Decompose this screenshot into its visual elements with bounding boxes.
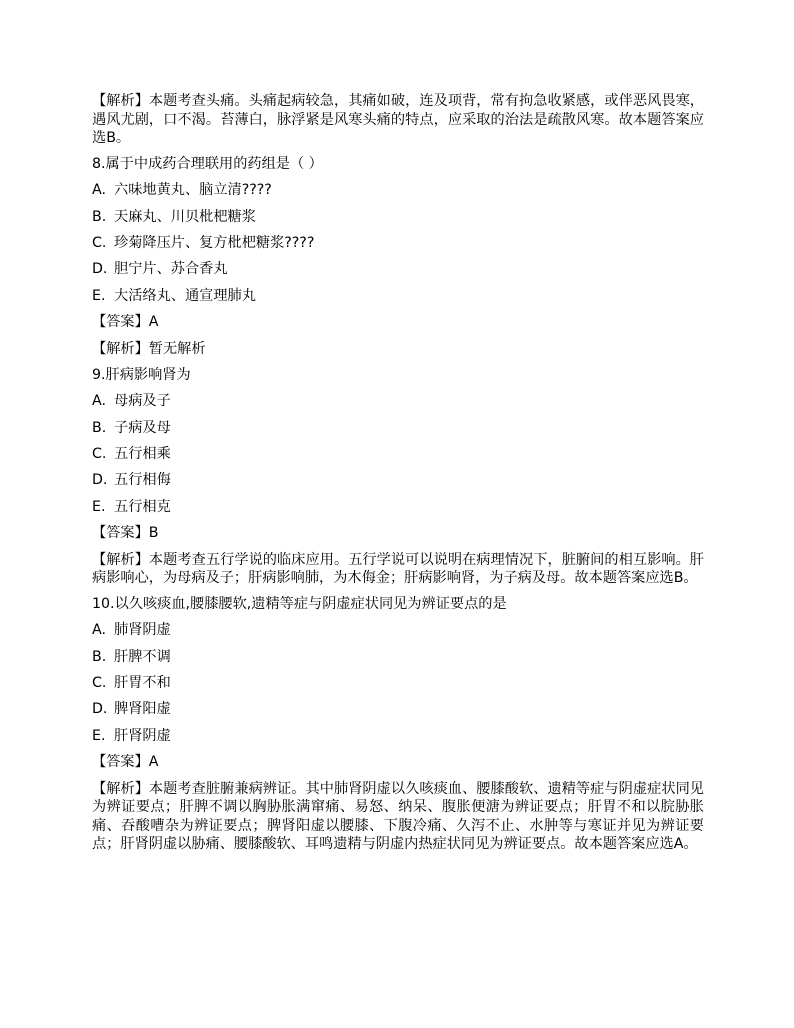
option-text: 肝胃不和 <box>114 675 171 691</box>
option-text: 五行相乘 <box>114 446 171 463</box>
option-letter: C. <box>92 234 107 251</box>
option-letter: C. <box>92 675 107 691</box>
answer-option <box>92 648 704 667</box>
answer-option <box>92 234 704 253</box>
answer-line: 【答案】B <box>92 525 159 542</box>
option-letter: E. <box>92 727 106 744</box>
option-text: 脾肾阳虚 <box>114 701 171 718</box>
document-content <box>92 92 704 861</box>
analysis-line: 【解析】暂无解析 <box>92 340 206 357</box>
answer-option <box>92 181 704 200</box>
option-letter: A. <box>92 182 106 199</box>
option-text: 肺肾阴虚 <box>114 622 171 639</box>
answer-option <box>92 392 704 411</box>
question-stem: 8.属于中成药合理联用的药组是（ ） <box>92 155 323 172</box>
option-letter: D. <box>92 261 108 278</box>
option-text: 肝肾阴虚 <box>114 727 171 744</box>
answer-option <box>92 445 704 464</box>
answer-option <box>92 700 704 719</box>
answer-option <box>92 260 704 279</box>
answer-line: 【答案】A <box>92 754 159 771</box>
option-letter: D. <box>92 472 108 489</box>
answer-option <box>92 621 704 640</box>
option-letter: E. <box>92 287 106 304</box>
answer-option <box>92 208 704 227</box>
option-letter: B. <box>92 648 107 665</box>
analysis-paragraph: 【解析】本题考查脏腑兼病辨证。其中肺肾阴虚以久咳痰血、腰膝酸软、遗精等症与阴虚症状同见为辨证要点；肝脾不调以胸胁胀满窜痛、易怒、纳呆、腹胀便溏为辨证要点；肝胃不和以脘胁胀痛、吞酸嘈杂为辨证要点；脾肾阳虚以腰膝、下腹冷痛、久泻不止、水肿等与寒证并见为辨证要点；肝肾阴虚以胁痛、腰膝酸软、耳鸣遗精与阴虚内热症状同见为辨证要点。故本题答案应选A。 <box>92 780 704 853</box>
option-text: 五行相克 <box>114 498 171 515</box>
answer-option <box>92 419 704 438</box>
analysis-paragraph: 【解析】本题考查头痛。头痛起病较急，其痛如破，连及项背，常有拘急收紧感，或伴恶风畏寒，遇风尤剧，口不渴。苔薄白，脉浮紧是风寒头痛的特点，应采取的治法是疏散风寒。故本题答案应选B。 <box>92 93 704 147</box>
option-text: 六味地黄丸、脑立清???? <box>114 182 272 199</box>
option-text: 母病及子 <box>114 393 171 410</box>
option-text: 肝脾不调 <box>114 648 171 665</box>
answer-line: 【答案】A <box>92 314 159 331</box>
option-text: 胆宁片、苏合香丸 <box>114 261 228 278</box>
option-letter: B. <box>92 419 107 436</box>
answer-option <box>92 471 704 490</box>
question-stem: 9.肝病影响肾为 <box>92 366 191 383</box>
answer-option <box>92 498 704 517</box>
option-text: 子病及母 <box>114 419 171 436</box>
option-text: 珍菊降压片、复方枇杷糖浆???? <box>114 234 315 251</box>
option-text: 天麻丸、川贝枇杷糖浆 <box>114 208 256 225</box>
question-stem: 10.以久咳痰血,腰膝腰软,遗精等症与阴虚症状同见为辨证要点的是 <box>92 595 507 612</box>
option-letter: B. <box>92 208 107 225</box>
option-letter: D. <box>92 701 108 718</box>
option-text: 五行相侮 <box>114 472 171 489</box>
option-letter: C. <box>92 446 107 463</box>
option-letter: A. <box>92 393 106 410</box>
option-letter: A. <box>92 622 106 639</box>
answer-option <box>92 727 704 746</box>
option-letter: E. <box>92 498 106 515</box>
option-text: 大活络丸、通宣理肺丸 <box>114 287 256 304</box>
answer-option <box>92 287 704 306</box>
analysis-paragraph: 【解析】本题考查五行学说的临床应用。五行学说可以说明在病理情况下，脏腑间的相互影响。肝病影响心，为母病及子；肝病影响肺，为木侮金；肝病影响肾，为子病及母。故本题答案应选B。 <box>92 551 704 587</box>
answer-option <box>92 674 704 693</box>
